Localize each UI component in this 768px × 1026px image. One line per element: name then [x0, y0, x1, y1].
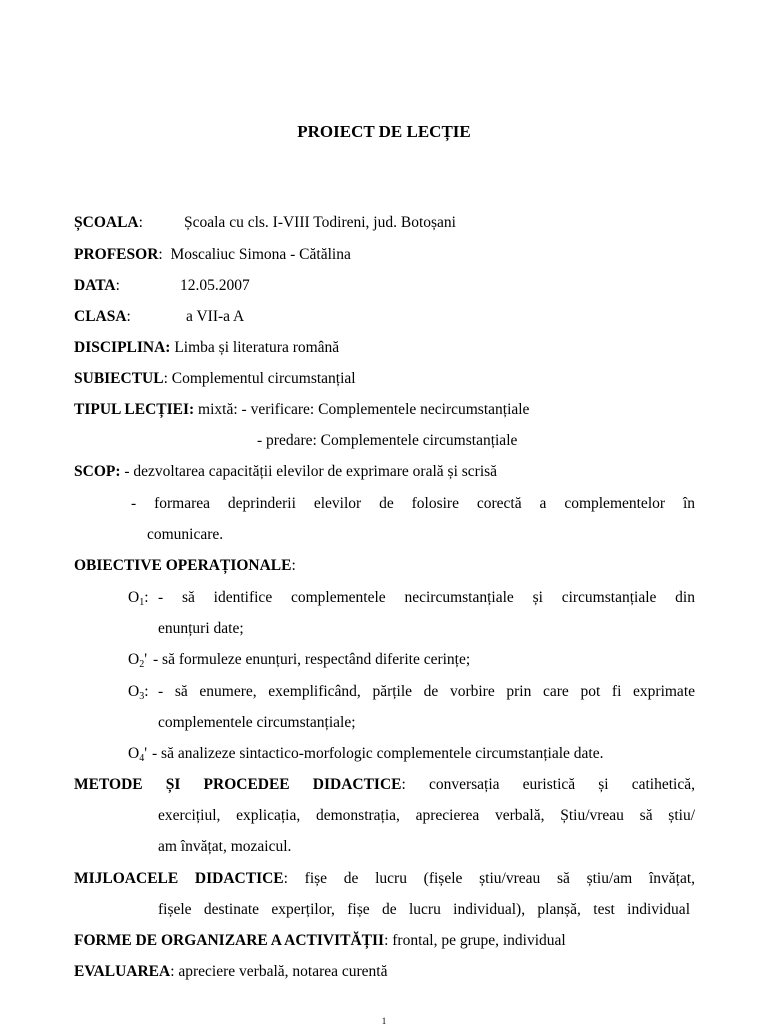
field-subiectul-value: Complementul circumstanțial	[171, 370, 356, 387]
field-disciplina	[74, 338, 339, 358]
evaluarea-line: EVALUAREA: apreciere verbală, notarea curentă	[74, 963, 388, 980]
objective-2-line1: - să formuleze enunțuri, respectând diferite cerințe;	[153, 651, 471, 668]
objective-4-line1: - să analizeze sintactico-morfologic complementele circumstanțiale date.	[152, 745, 604, 762]
field-clasa-label: CLASA	[74, 308, 127, 325]
field-tipul-label: TIPUL LECȚIEI:	[74, 401, 195, 418]
forme-line: FORME DE ORGANIZARE A ACTIVITĂȚII: frontal, pe grupe, individual	[74, 932, 566, 949]
field-scoala: ȘCOALA:	[74, 214, 143, 231]
mijloace-label: MIJLOACELE DIDACTICE	[74, 870, 284, 887]
objective-1-line2: enunțuri date;	[158, 620, 244, 637]
field-tipul	[74, 400, 529, 420]
field-profesor: PROFESOR: Moscaliuc Simona - Cătălina	[74, 246, 351, 263]
objective-3-line2: complementele circumstanțiale;	[158, 714, 356, 731]
field-clasa: CLASA:	[74, 308, 131, 325]
field-subiectul-label: SUBIECTUL	[74, 370, 164, 387]
objective-code-4: $O_4'$	[128, 745, 147, 764]
field-profesor-label: PROFESOR	[74, 246, 159, 263]
objective-code-3: $O_3$:	[128, 683, 149, 702]
field-scop-label: SCOP:	[74, 463, 121, 480]
evaluarea-label: EVALUAREA	[74, 963, 171, 980]
field-data: DATA:	[74, 277, 120, 294]
metode-label: METODE ȘI PROCEDEE DIDACTICE	[74, 776, 402, 793]
field-scop-line3: comunicare.	[147, 526, 224, 543]
objective-1-line1: - să identifice complementele necircumstanțiale și circumstanțiale din	[158, 589, 695, 606]
field-disciplina-value: Limba și literatura română	[174, 339, 340, 356]
evaluarea-value: apreciere verbală, notarea curentă	[178, 963, 388, 980]
metode-line1: METODE ȘI PROCEDEE DIDACTICE: conversația euristică și catihetică,	[74, 776, 695, 793]
field-disciplina-label: DISCIPLINA:	[74, 339, 171, 356]
field-profesor-value: Moscaliuc Simona - Cătălina	[170, 246, 351, 263]
metode-line2: exercițiul, explicația, demonstrația, aprecierea verbală, Știu/vreau să știu/	[158, 807, 695, 824]
document-title: PROIECT DE LECȚIE	[297, 122, 471, 141]
mijloace-line1: MIJLOACELE DIDACTICE: fișe de lucru (fișele știu/vreau să știu/am învățat,	[74, 870, 695, 887]
field-scoala-value: Școala cu cls. I-VIII Todireni, jud. Botoșani	[184, 214, 456, 231]
field-scoala-label: ȘCOALA	[74, 214, 139, 231]
page-number: 1	[381, 1016, 387, 1026]
objectives-label: OBIECTIVE OPERAȚIONALE	[74, 557, 292, 574]
field-tipul-line2: - predare: Complementele circumstanțiale	[257, 432, 518, 449]
field-tipul-line1: mixtă: - verificare: Complementele necircumstanțiale	[198, 401, 530, 418]
objectives-heading: OBIECTIVE OPERAȚIONALE:	[74, 557, 296, 574]
field-scop-line1: - dezvoltarea capacității elevilor de exprimare orală și scrisă	[124, 463, 498, 480]
field-scop-line2: - formarea deprinderii elevilor de folosire corectă a complementelor în	[131, 495, 695, 512]
forme-label: FORME DE ORGANIZARE A ACTIVITĂȚII	[74, 932, 385, 949]
field-scop	[74, 462, 497, 482]
mijloace-line2: fișele destinate experților, fișe de lucru individual), planșă, test individual	[158, 901, 690, 918]
field-data-label: DATA	[74, 277, 116, 294]
metode-line3: am învățat, mozaicul.	[158, 838, 292, 855]
objective-code-2: $O_2'$	[128, 651, 147, 670]
field-data-value: 12.05.2007	[180, 277, 250, 294]
objective-3-line1: - să enumere, exemplificând, părțile de vorbire prin care pot fi exprimate	[158, 683, 695, 700]
field-subiectul: SUBIECTUL: Complementul circumstanțial	[74, 370, 356, 387]
forme-value: frontal, pe grupe, individual	[392, 932, 566, 949]
objective-code-1: $O_1$:	[128, 589, 149, 608]
field-clasa-value: a VII-a A	[186, 308, 245, 325]
